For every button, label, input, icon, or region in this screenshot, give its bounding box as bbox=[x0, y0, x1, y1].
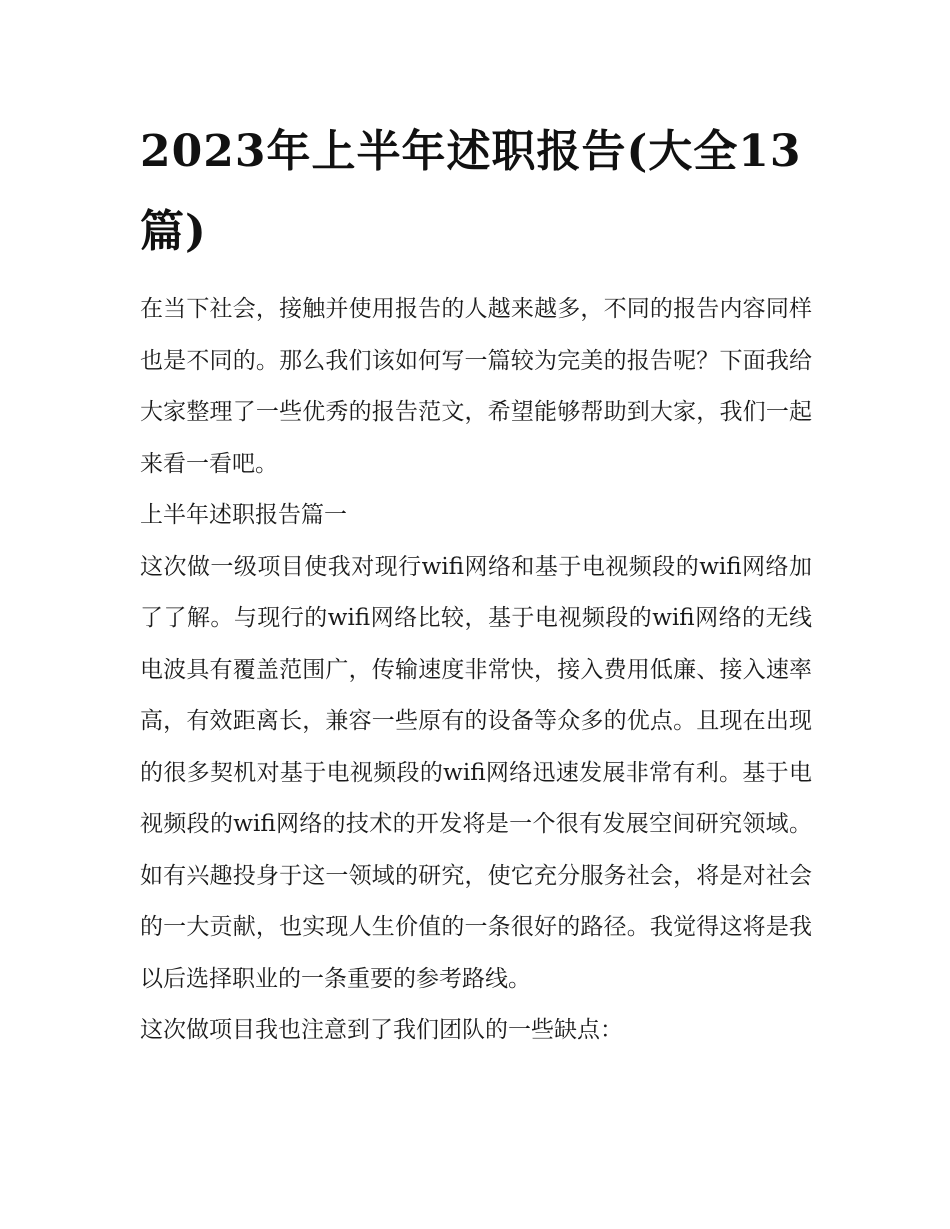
document-content bbox=[140, 112, 812, 1057]
document-body bbox=[140, 284, 812, 1057]
section-heading: 上半年述职报告篇一 bbox=[140, 502, 347, 528]
intro-paragraph: 在当下社会，接触并使用报告的人越来越多，不同的报告内容同样也是不同的。那么我们该如何写一篇较为完美的报告呢？下面我给大家整理了一些优秀的报告范文，希望能够帮助到大家，我们一起来看一看吧。 bbox=[140, 296, 812, 477]
body-paragraph: 这次做项目我也注意到了我们团队的一些缺点： bbox=[140, 1017, 623, 1043]
body-paragraph: 这次做一级项目使我对现行wifi网络和基于电视频段的wifi网络加了了解。与现行的wifi网络比较，基于电视频段的wifi网络的无线电波具有覆盖范围广，传输速度非常快，接入费用低廉、接入速率高，有效距离长，兼容一些原有的设备等众多的优点。且现在出现的很多契机对基于电视频段的wifi网络迅速发展非常有利。基于电视频段的wifi网络的技术的开发将是一个很有发展空间研究领域。如有兴趣投身于这一领域的研究，使它充分服务社会，将是对社会的一大贡献，也实现人生价值的一条很好的路径。我觉得这将是我以后选择职业的一条重要的参考路线。 bbox=[140, 553, 812, 992]
document-title: 2023年上半年述职报告(大全13篇) bbox=[140, 126, 802, 257]
